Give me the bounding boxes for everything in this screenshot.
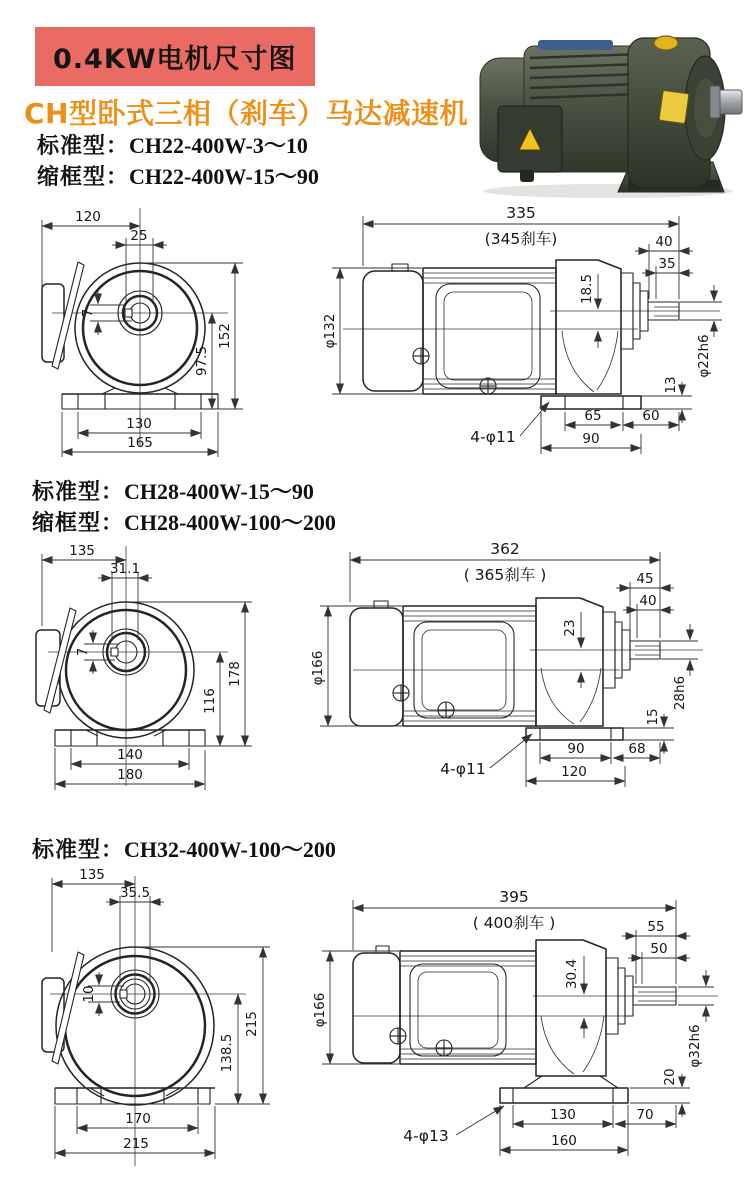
cover-screw-icon: [438, 702, 454, 718]
dim-total-length: 335: [506, 204, 536, 222]
dim-bolt-span: 65: [584, 408, 602, 424]
dim-axis-offset: 30.4: [564, 958, 580, 990]
dim-bolt-span: 90: [567, 741, 585, 757]
front1-dimensions: [42, 209, 243, 457]
model-code: CH22-400W-3～10: [129, 133, 308, 158]
dim-center-height: 116: [202, 688, 218, 714]
dim-bolt-span: 130: [126, 416, 152, 432]
dim-key-width: 35.5: [119, 885, 151, 901]
cover-screw-icon: [390, 1028, 406, 1044]
dim-top-width: 135: [79, 867, 105, 883]
model-line: [37, 161, 319, 192]
dim-shaft-length: 55: [647, 919, 665, 935]
dim-base-width: 165: [127, 435, 153, 451]
dim-rear-span: 70: [636, 1107, 654, 1123]
dim-body-dia: φ166: [310, 650, 326, 686]
model-list-3: [32, 834, 336, 865]
dim-mount-holes: 4-φ11: [470, 428, 516, 446]
dim-brake-length: ( 400刹车 ): [472, 914, 556, 932]
dim-top-width: 120: [75, 209, 101, 225]
dim-center-height: 138.5: [219, 1033, 235, 1073]
dim-base-width: 180: [117, 767, 143, 783]
model-line: [32, 834, 336, 865]
cover-screw-icon: [436, 1040, 452, 1056]
front2-dimensions: [42, 543, 252, 790]
dim-body-dia: φ132: [322, 313, 338, 349]
power-badge: 0.4KW电机尺寸图: [35, 27, 315, 86]
model-line: [32, 507, 336, 538]
model-type-label: 缩框型：: [37, 164, 130, 189]
model-line: [32, 476, 336, 507]
model-code: CH28-400W-15～90: [124, 479, 314, 504]
side-view-ch32: [298, 876, 748, 1186]
dim-plate-thickness: 20: [662, 1068, 678, 1086]
dim-bolt-span: 140: [117, 747, 143, 763]
front-view-ch32: [20, 866, 305, 1184]
side2-dimensions: [310, 540, 698, 787]
side-view-ch22: [288, 196, 748, 463]
model-code: CH28-400W-100～200: [124, 510, 336, 535]
dim-total-length: 362: [490, 540, 520, 558]
dim-shaft-dia: φ32h6: [687, 1024, 703, 1068]
photo-output-shaft: [710, 86, 742, 118]
dim-rear-span: 60: [642, 408, 660, 424]
dim-bolt-span: 170: [125, 1111, 151, 1127]
dim-mount-holes: 4-φ13: [403, 1127, 449, 1145]
model-code: CH22-400W-15～90: [129, 164, 319, 189]
dim-shaft-dia: 28h6: [672, 675, 688, 711]
model-line: [37, 130, 319, 161]
model-code: CH32-400W-100～200: [124, 837, 336, 862]
dim-plate-thickness: 15: [645, 708, 661, 726]
page-title: CH型卧式三相（刹车）马达减速机: [24, 97, 468, 130]
dim-key-height: 7: [80, 308, 96, 318]
dim-axis-offset: 18.5: [579, 273, 595, 305]
product-photo: [468, 10, 748, 200]
dim-mount-holes: 4-φ11: [440, 760, 486, 778]
photo-terminal-box: [498, 106, 562, 182]
dim-total-height: 152: [217, 323, 233, 349]
dim-body-dia: φ166: [312, 992, 328, 1028]
photo-oil-cap: [654, 36, 678, 50]
dim-key-height: 7: [75, 647, 91, 657]
dim-rear-span: 68: [628, 741, 646, 757]
dim-plate-thickness: 13: [663, 376, 679, 394]
photo-warning-label: [659, 90, 689, 123]
dim-key-length: 50: [650, 941, 668, 957]
side3-dimensions: [312, 888, 714, 1156]
front3-dimensions: [52, 867, 270, 1159]
dim-total-length: 395: [499, 888, 529, 906]
dim-base-length: 90: [582, 431, 600, 447]
dim-key-height: 10: [81, 985, 97, 1003]
dim-bolt-span: 130: [550, 1107, 576, 1123]
dim-axis-offset: 23: [562, 619, 578, 637]
photo-nameplate: [538, 40, 613, 50]
model-list-1: [37, 130, 319, 192]
dim-key-width: 25: [130, 228, 148, 244]
front-view-ch22: [22, 196, 252, 458]
model-type-label: 缩框型：: [32, 510, 125, 535]
model-type-label: 标准型：: [32, 837, 125, 862]
dim-center-height: 97.5: [194, 345, 210, 377]
model-type-label: 标准型：: [32, 479, 125, 504]
dim-base-length: 160: [551, 1133, 577, 1149]
dim-key-width: 31.1: [109, 561, 141, 577]
dim-base-length: 120: [561, 764, 587, 780]
dim-key-length: 40: [639, 593, 657, 609]
dim-brake-length: ( 365刹车 ): [463, 566, 547, 584]
motor-photo-illustration: [480, 36, 742, 198]
dim-total-height: 215: [244, 1011, 260, 1037]
dim-total-height: 178: [227, 661, 243, 687]
model-type-label: 标准型：: [37, 133, 130, 158]
dim-key-length: 35: [658, 256, 676, 272]
cover-screw-icon: [413, 348, 429, 364]
dim-shaft-dia: φ22h6: [696, 334, 712, 378]
cover-screw-icon: [393, 685, 409, 701]
dim-brake-length: (345刹车): [484, 230, 558, 248]
dim-shaft-length: 40: [655, 234, 673, 250]
dim-top-width: 135: [69, 543, 95, 559]
dim-base-width: 215: [123, 1136, 149, 1152]
dim-shaft-length: 45: [636, 571, 654, 587]
cover-screw-icon: [480, 378, 496, 394]
front-view-ch28: [20, 538, 290, 796]
side-view-ch28: [298, 538, 748, 793]
model-list-2: [32, 476, 336, 538]
